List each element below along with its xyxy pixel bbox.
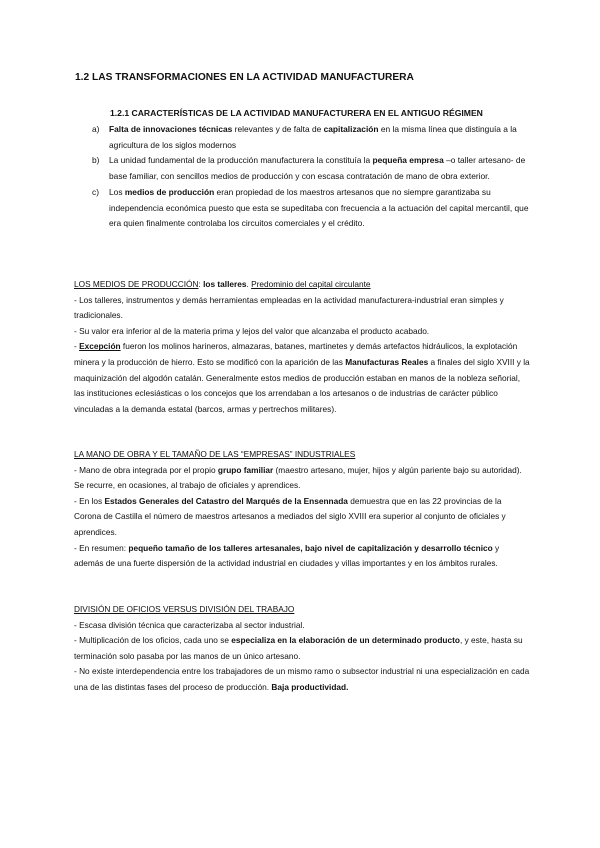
text: en la misma línea que distinguía a la agricultura de los siglos modernos: [109, 124, 517, 150]
bold-text: pequeña empresa: [372, 155, 444, 166]
paragraph: [74, 463, 530, 494]
text: La unidad fundamental de la producción manufacturera la constituía la: [109, 155, 373, 166]
bold-text: los talleres: [203, 279, 247, 289]
bold-underlined-text: Excepción: [79, 341, 121, 352]
section-title: 1.2 LAS TRANSFORMACIONES EN LA ACTIVIDAD MANUFACTURERA: [75, 72, 414, 83]
list-marker: a): [92, 124, 100, 134]
heading-underlined: Predominio del capital circulante: [251, 279, 371, 289]
text: - No existe interdependencia entre los trabajadores de un mismo ramo o subsector industrial ni una especialización en cada una de las distintas fases del proceso de producción.: [74, 666, 530, 692]
text: –o taller artesano- de base familiar, con sencillos medios de producción y con escasa contratación de mano de obra exterior.: [109, 155, 526, 182]
bold-text: especializa en la elaboración de un determinado producto: [231, 635, 460, 646]
bold-text: Baja productividad.: [271, 681, 349, 692]
text: demuestra que en las 22 provincias de la Corona de Castilla el número de maestros artesanos a mediados del siglo XVIII era superior al conjunto de oficiales y aprendices.: [74, 495, 506, 537]
bold-text: medios de producción: [124, 186, 215, 197]
list-item: [92, 153, 532, 184]
mano-section: [74, 447, 530, 572]
paragraph: [74, 664, 530, 695]
paragraph: [74, 633, 530, 664]
bold-text: capitalización: [323, 124, 379, 134]
characteristics-list: [92, 122, 532, 232]
text: -: [74, 341, 80, 352]
text: fueron los molinos harineros, almazaras, batanes, martinetes y demás artefactos hidráulicos, la explotación minera y la producción de hierro. Esto se modificó con la aparición de las: [74, 341, 518, 367]
text: - En los: [74, 495, 105, 506]
section-heading: [74, 602, 530, 618]
paragraph: [74, 541, 530, 572]
bold-text: Falta de innovaciones técnicas: [109, 124, 233, 134]
heading-underlined: DIVISIÓN DE OFICIOS VERSUS DIVISIÓN DEL TRABAJO: [74, 604, 295, 614]
paragraph: - Los talleres, instrumentos y demás herramientas empleadas en la actividad manufacturera-industrial eran simples y tradicionales.: [74, 294, 504, 321]
list-item: [92, 122, 532, 153]
text: , y este, hasta su terminación solo pasaba por las manos de un único artesano.: [74, 635, 523, 661]
bold-text: Estados Generales del Catastro del Marqués de la Ensennada: [104, 495, 348, 506]
subsection-title: 1.2.1 CARACTERÍSTICAS DE LA ACTIVIDAD MANUFACTURERA EN EL ANTIGUO RÉGIMEN: [110, 108, 483, 118]
division-section: [74, 602, 530, 696]
section-heading: [74, 447, 530, 463]
text: relevantes y de falta de: [232, 124, 324, 134]
list-item: [92, 185, 532, 232]
text: (maestro artesano, mujer, hijos y algún pariente bajo su autoridad). Se recurre, en ocasiones, al trabajo de oficiales y aprendices.: [74, 464, 522, 491]
paragraph: [74, 494, 530, 541]
text: - Mano de obra integrada por el propio: [74, 464, 218, 475]
text: y además de una fuerte dispersión de la actividad industrial en ciudades y villas importantes y en los ámbitos rurales.: [74, 542, 500, 569]
list-marker: c): [92, 186, 99, 197]
bold-text: grupo familiar: [217, 464, 274, 475]
text: eran propiedad de los maestros artesanos que no siempre garantizaba su independencia económica puesto que esta se supeditaba con frecuencia a la actuación del capital mercantil, que era quien finalmente controlaba los circuitos comerciales y el crédito.: [109, 186, 529, 229]
medios-section: [74, 277, 530, 417]
paragraph: - Escasa división técnica que caracterizaba al sector industrial.: [74, 619, 305, 630]
text: - Multiplicación de los oficios, cada uno se: [74, 635, 232, 646]
text: :: [198, 279, 204, 289]
list-marker: b): [92, 155, 100, 166]
text: a finales del siglo XVIII y la maquinización del algodón catalán. Generalmente estos medios de producción estaban en manos de la nobleza señorial, las instituciones eclesiásticas o los concejos que los arrendaban a los artesanos o de industrias de carácter público vinculadas a la demanda estatal (barcos, armas y pertrechos militares).: [74, 356, 530, 414]
section-heading: [74, 277, 530, 293]
heading-underlined: LA MANO DE OBRA Y EL TAMAÑO DE LAS “EMPRESAS” INDUSTRIALES: [74, 449, 356, 459]
paragraph: [74, 339, 530, 417]
bold-text: pequeño tamaño de los talleres artesanales, bajo nivel de capitalización y desarrollo técnico: [128, 542, 493, 553]
paragraph: - Su valor era inferior al de la materia prima y lejos del valor que alcanzaba el producto acabado.: [74, 325, 430, 336]
heading-underlined: LOS MEDIOS DE PRODUCCIÓN: [74, 279, 199, 289]
text: - En resumen:: [74, 542, 129, 553]
bold-text: Manufacturas Reales: [345, 356, 429, 367]
text: Los: [109, 186, 125, 197]
text: .: [246, 279, 252, 289]
